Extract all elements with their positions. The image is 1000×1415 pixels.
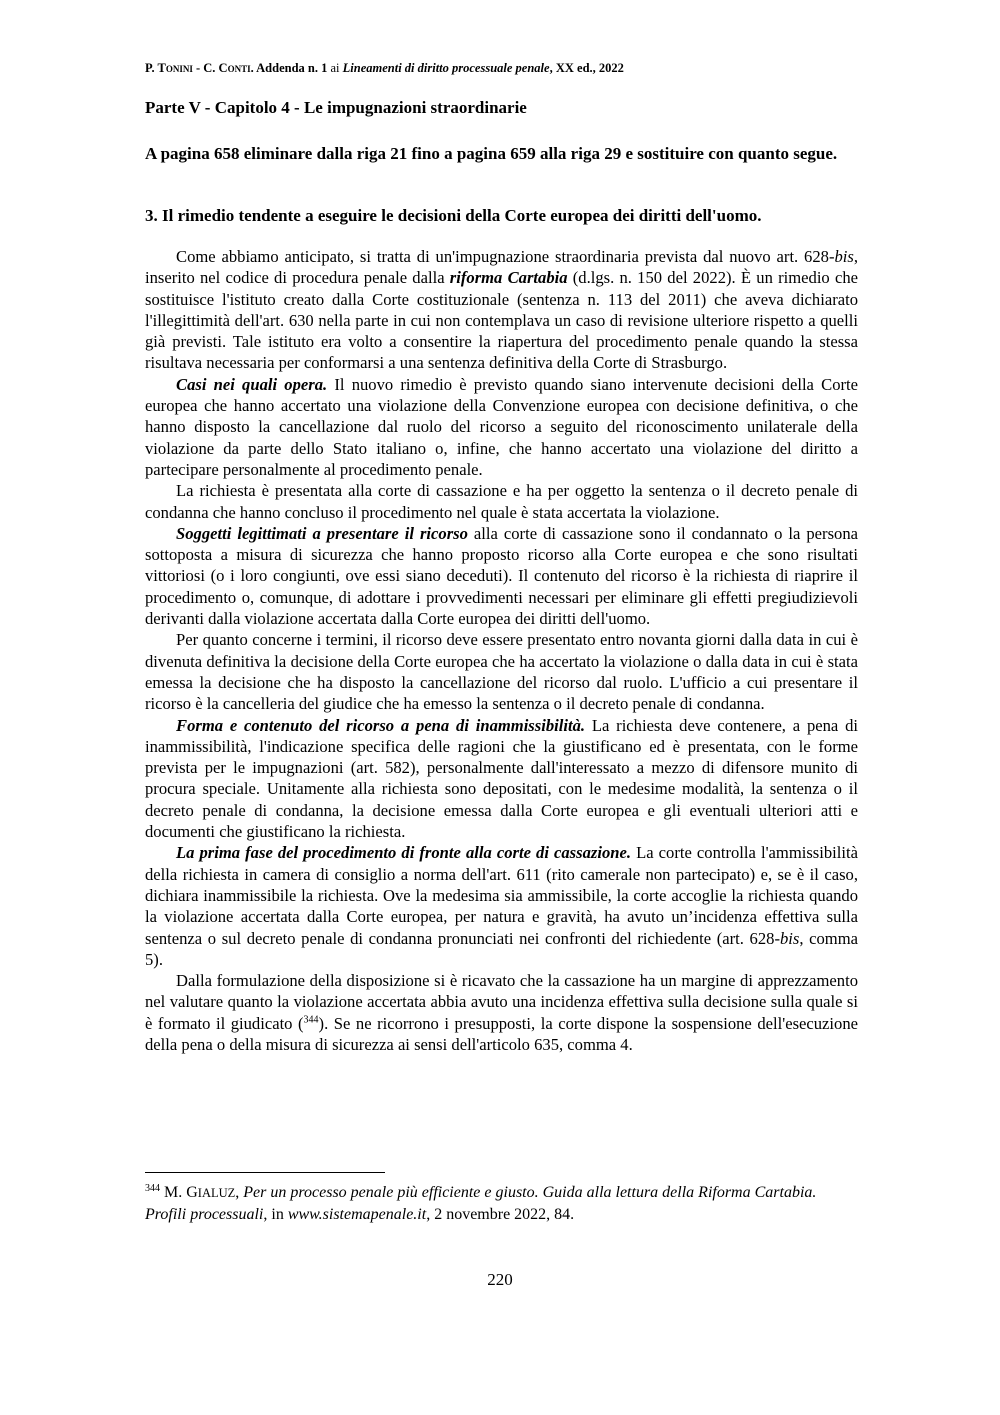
paragraph-1 [145, 246, 858, 374]
page-number: 220 [487, 1270, 513, 1289]
paragraph-6 [145, 715, 858, 843]
paragraph-3-text: La richiesta è presentata alla corte di cassazione e ha per oggetto la sentenza o il decreto penale di condanna che hanno concluso il procedimento nel quale è stata accertata la violazione. [145, 481, 858, 522]
footnote-author-rest: IALUZ [197, 1186, 236, 1200]
paragraph-4-text: alla corte di cassazione sono il condannato o la persona sottoposta a misura di sicurezza che hanno proposto ricorso alla Corte europea e che sono risultati vittoriosi (o i loro congiunti, ove essi siano deceduti). Il contenuto del ricorso è la richiesta di riaprire il procedimento o, comunque, di adottare i provvedimenti necessari per eliminare gli effetti pregiudizievoli derivanti dalla violazione accertata dalla Corte europea dei diritti dell'uomo. [145, 523, 858, 629]
footnote [145, 1182, 857, 1225]
part-heading: Parte V - Capitolo 4 - Le impugnazioni straordinarie [145, 98, 527, 117]
paragraph-1-text-c: (d.lgs. n. 150 del 2022). È un rimedio che sostituisce l'istituto creato dalla Corte costituzionale (sentenza n. 113 del 2011) che aveva dichiarato l'illegittimità dell'art. 630 nella parte in cui non contemplava un caso di revisione ulteriore rispetto a quelli già previsti. Tale istituto era volto a consentire la riapertura del procedimento penale quando la stessa risultava necessaria per conformarsi a una sentenza definitiva della Corte di Strasburgo. [145, 268, 858, 373]
paragraph-2 [145, 374, 858, 480]
running-head-edition: , XX ed., 2022 [549, 61, 624, 75]
paragraph-2-lead: Casi nei quali opera. [176, 374, 328, 394]
footnote-separator-text: , [235, 1184, 244, 1201]
paragraph-5 [145, 629, 858, 714]
paragraph-1-bold-italic: riforma Cartabia [449, 268, 568, 288]
paragraph-2-text: Il nuovo rimedio è previsto quando siano intervenute decisioni della Corte europea che hanno accertato una violazione della Convenzione europea con decisione definitiva, o che hanno disposto la cancellazione dal ruolo del ricorso a seguito del riconoscimento unilaterale della violazione da parte dello Stato italiano o, infine, che hanno accertato una violazione del diritto a partecipare personalmente al procedimento penale. [145, 374, 858, 479]
paragraph-1-italic: bis [834, 247, 854, 266]
paragraph-6-lead: Forma e contenuto del ricorso a pena di inammissibilità. [176, 715, 586, 735]
paragraph-5-text: Per quanto concerne i termini, il ricorso deve essere presentato entro novanta giorni dalla data in cui è divenuta definitiva la decisione della Corte europea che ha accertato la violazione o dalla data in cui è stata emessa la decisione che ha disposto la cancellazione del ricorso dal ruolo. L'ufficio a cui presentare il ricorso è la cancelleria del giudice che ha emesso la sentenza o il decreto penale di condanna. [145, 630, 858, 714]
footnote-reference[interactable]: 344 [303, 1014, 319, 1026]
paragraph-1-text-a: Come abbiamo anticipato, si tratta di un'impugnazione straordinaria prevista dal nuovo art. 628- [176, 247, 835, 266]
footnote-number: 344 [145, 1183, 160, 1194]
paragraph-4 [145, 523, 858, 629]
paragraph-8-text-a: Dalla formulazione della disposizione si è ricavato che la cassazione ha un margine di apprezzamento nel valutare quanto la violazione accertata abbia avuto una incidenza effettiva sulla decisione sulla quale si è formato il giudicato ( [145, 971, 858, 1033]
paragraph-7 [145, 842, 858, 970]
footnote-in: , in [263, 1206, 288, 1223]
footnote-author-initial: M. G [160, 1184, 198, 1201]
paragraph-1-text-b: , inserito nel codice di procedura penale dalla [145, 247, 858, 288]
body-text [145, 246, 858, 1055]
paragraph-6-text: La richiesta deve contenere, a pena di inammissibilità, l'indicazione specifica delle ragioni che la giustificano ed è presentata, con le forme prevista per le impugnazioni (art. 582), personalmente dall'interessato a mezzo di difensore munito di procura speciale. Unitamente alla richiesta sono depositati, con le medesime modalità, la sentenza o il decreto penale di condanna, la decisione emessa dalla Corte europea e gli eventuali ulteriori atti e documenti che giustificano la richiesta. [145, 715, 859, 842]
section-heading: 3. Il rimedio tendente a eseguire le decisioni della Corte europea dei diritti dell'uomo. [145, 206, 762, 225]
footnote-separator [145, 1172, 385, 1173]
paragraph-7-lead: La prima fase del procedimento di fronte alla corte di cassazione. [176, 843, 631, 863]
paragraph-8 [145, 970, 858, 1055]
running-head-authors: P. Tonini - C. Conti. [145, 61, 254, 75]
running-head-ai: ai [327, 61, 343, 75]
footnote-title: Per un processo penale più efficiente e giusto. Guida alla lettura della Riforma Cartabia. Profili processuali [145, 1184, 817, 1223]
paragraph-4-lead: Soggetti legittimati a presentare il ricorso [176, 523, 468, 543]
paragraph-7-tail: , comma 5). [145, 928, 858, 969]
footnote-site: www.sistemapenale.it [287, 1206, 427, 1223]
paragraph-7-text: La corte controlla l'ammissibilità della richiesta in camera di consiglio a norma dell'art. 611 (rito camerale non partecipato) e, se è il caso, dichiara inammissibile la richiesta. Ove la medesima sia ammissibile, la corte accoglie la richiesta quando la violazione accertata dalla Corte europea, per natura e gravità, ha avuto un’incidenza effettiva sulla sentenza o sul decreto penale di condanna pronunciati nei confronti del richiedente (art. 628- [145, 843, 858, 948]
paragraph-8-text-b: ). Se ne ricorrono i presupposti, la corte dispone la sospensione dell'esecuzione della pena o della misura di sicurezza ai sensi dell'articolo 635, comma 4. [145, 1013, 858, 1054]
paragraph-3 [145, 480, 858, 523]
paragraph-7-italic: bis [779, 928, 800, 948]
running-head-book-title: Lineamenti di diritto processuale penale [342, 61, 550, 75]
running-head [145, 61, 624, 76]
footnote-rest: , 2 novembre 2022, 84. [426, 1206, 575, 1223]
running-head-addenda: Addenda n. 1 [253, 61, 328, 75]
instruction-heading: A pagina 658 eliminare dalla riga 21 fino a pagina 659 alla riga 29 e sostituire con quanto segue. [145, 144, 838, 163]
